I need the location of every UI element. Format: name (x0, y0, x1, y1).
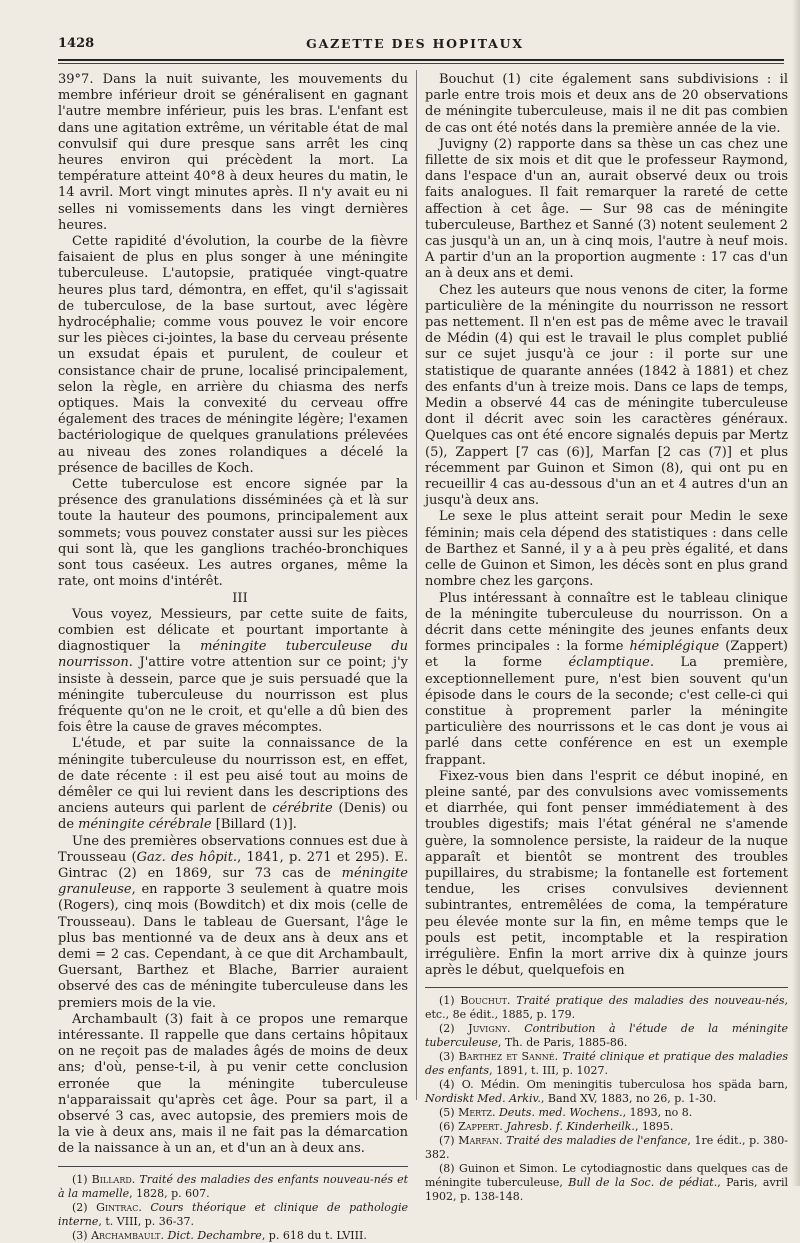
paragraph: Cette tuberculose est encore signée par la présence des granulations disséminées çà et là sur toute la hauteur des poumons, principalement aux sommets; vous pouvez constater aussi sur les pièces qui sont là, que les ganglions trachéo-bronchiques sont tous caséeux. Les autres organes, même la rate, ont moins d'intérêt. (58, 477, 408, 590)
footnote-text: , 1895. (634, 1120, 674, 1134)
paragraph: Chez les auteurs que nous venons de citer, la forme particulière de la méningite du nourrisson ne ressort pas nettement. Il n'en est pas de même avec le travail de Médin (4) qui est le travail le plus complet publié sur ce sujet jusqu'à ce jour : il porte sur une statistique de quarante années (1842 à 1881) et chez des enfants d'un à treize mois. Dans ce laps de temps, Medin a observé 44 cas de méningite tuberculeuse dont il décrit avec soin les caractères généraux. Quelques cas ont été encore signalés depuis par Mertz (5), Zappert [7 cas (6)], Marfan [2 cas (7)] et plus récemment par Guinon et Simon (8), qui ont pu en recueillir 4 cas au-dessous d'un an et 4 autres d'un an jusqu'à deux ans. (425, 282, 788, 509)
italic-run: Gaz. des hôpit. (136, 849, 238, 865)
column-divider (416, 70, 417, 1100)
paragraph (58, 834, 408, 1012)
right-column (425, 72, 788, 1204)
footnote: (7) Marfan. Traité des maladies de l'enfance, 1re édit., p. 380-382. (425, 1134, 789, 1162)
paragraph: Le sexe le plus atteint serait pour Medin le sexe féminin; mais cela dépend des statistiques : dans celle de Barthez et Sanné, il y a à peu près égalité, et dans celle de Guinon et Simon, les décès sont en plus grand nombre chez les garçons. (425, 509, 788, 590)
footnote-rule (58, 1166, 408, 1167)
paragraph: Juvigny (2) rapporte dans sa thèse un cas chez une fillette de six mois et dit que le professeur Raymond, dans l'espace d'un an, aurait observé deux ou trois faits analogues. Il fait remarquer la rareté de cette affection à cet âge. — Sur 98 cas de méningite tuberculeuse, Barthez et Sanné (3) notent seulement 2 cas jusqu'à un an, un à cinq mois, l'autre à neuf mois. A partir d'un an la proportion augmente : 17 cas d'un an à deux ans et demi. (425, 136, 788, 282)
journal-title: GAZETTE DES HOPITAUX (306, 36, 524, 51)
italic-run: méningite cérébrale (78, 817, 212, 833)
footnote-text: , 1re édit., p. 380-382. (425, 1134, 789, 1162)
footnote-author: Billard. (91, 1172, 136, 1186)
paragraph (425, 591, 788, 769)
footnote-text: , 1891, t. III, p. 1027. (489, 1064, 609, 1078)
text-run: , 1841, p. 271 et 295). E. Gintrac (2) en 1869, sur 73 cas de (58, 849, 409, 881)
page-number: 1428 (58, 36, 95, 51)
footnote: (1) Billard. Traité des maladies des enfants nouveau-nés et à la mamelle, 1828, p. 607. (58, 1172, 409, 1200)
footnote-author: Gintrac. (96, 1200, 142, 1214)
footnote-author: Bouchut. (460, 994, 511, 1008)
footnote-title: Contribution à l'étude de la méningite tuberculeuse (425, 1022, 788, 1050)
footnote: (3) Archambault. Dict. Dechambre, p. 618 du t. LVIII. (72, 1228, 367, 1242)
footnote: (6) Zappert. Jahresb. f. Kinderheilk., 1895. (439, 1120, 674, 1134)
text-run: Plus intéressant à connaître est le tableau clinique de la méningite tuberculeuse du nourrisson. On a décrit dans cette méningite des jeunes enfants deux formes principales : la forme (425, 590, 788, 655)
footnote: (2) Juvigny. Contribution à l'étude de la méningite tuberculeuse, Th. de Paris, 1885-86. (425, 1022, 788, 1050)
italic-run: hémiplégique (629, 639, 720, 655)
footnote-text: , 1828, p. 607. (129, 1186, 210, 1200)
text-run: L'étude, et par suite la connaissance de la méningite tuberculeuse du nourrisson est, en effet, de date récente : il est peu aisé tout au moins de démêler ce qui lui revient dans les descriptions des anciens auteurs qui parlent de (58, 736, 408, 817)
paragraph (58, 736, 408, 833)
paragraph: Fixez-vous bien dans l'esprit ce début inopiné, en pleine santé, par des convulsions avec vomissements et diarrhée, qui font penser immédiatement à des troubles digestifs; mais l'état général ne s'amende guère, la somnolence persiste, la raideur de la nuque apparaît et bientôt se montrent des troubles pupillaires, du strabisme; la fontanelle est fortement tendue, les crises convulsives deviennent subintrantes, entremêlées de coma, la température peu élevée monte sur la fin, en même temps que le pouls est petit, incomptable et la respiration irrégulière. Enfin la mort arrive dix à quinze jours après le début, quelquefois en (425, 768, 788, 979)
header-rule-thin (58, 63, 784, 64)
footnote-title: Cours théorique et clinique de pathologie interne (58, 1200, 408, 1228)
footnote-text: , p. 618 du t. LVIII. (261, 1228, 367, 1242)
italic-run: cérébrite (272, 801, 333, 817)
footnote-title: Traité des maladies de l'enfance (506, 1134, 688, 1148)
footnote-author: Juvigny. (468, 1022, 511, 1036)
footnote: (1) Bouchut. Traité pratique des maladies des nouveau-nés, etc., 8e édit., 1885, p. 179. (425, 994, 788, 1022)
text-run: . La première, exceptionnellement pure, n'est bien souvent qu'un épisode dans le cours de la seconde; c'est celle-ci qui constitue à proprement parler la méningite particulière des nourrissons et le cas dont je vous ai parlé dans cette conférence en est un exemple frappant. (425, 655, 788, 768)
paragraph: Archambault (3) fait à ce propos une remarque intéressante. Il rappelle que dans certains hôpitaux on ne reçoit pas de malades âgés de moins de deux ans; d'où, pense-t-il, à pu venir cette conclusion erronée que la méningite tuberculeuse n'apparaissait qu'après cet âge. Pour sa part, il a observé 3 cas, avec autopsie, des premiers mois de la vie à deux ans, mais il ne fait pas la démarcation de la naissance à un an, et d'un an à deux ans. (58, 1011, 408, 1157)
text-run: Une des premières observations connues est due à Trousseau ( (58, 833, 409, 865)
footnote-author: Mertz. (458, 1106, 496, 1120)
footnote: (5) Mertz. Deuts. med. Wochens., 1893, no 8. (439, 1106, 693, 1120)
paragraph (58, 607, 408, 737)
text-run: , en rapporte 3 seulement à quatre mois (Rogers), cinq mois (Bowditch) et dix mois (celle de Trousseau). Dans le tableau de Guersant, l'âge le plus bas mentionné va de deux ans à deux ans et demi = 2 cas. Cependant, à ce que dit Archambault, Guersant, Barthez et Blache, Barrier auraient observé des cas de méningite tuberculeuse dans les premiers mois de la vie. (58, 882, 408, 1011)
footnote-title: Nordiskt Med. Arkiv. (425, 1092, 541, 1106)
footnote-text: , etc., 8e édit., 1885, p. 179. (425, 994, 788, 1022)
footnote-title: Traité clinique et pratique des maladies des enfants (425, 1050, 789, 1078)
page-edge-shadow (792, 0, 800, 1186)
footnote-text: , 1893, no 8. (622, 1106, 693, 1120)
text-run: Vous voyez, Messieurs, par cette suite de faits, combien est délicate et pourtant importante à diagnostiquer la (58, 606, 408, 655)
paragraph: Cette rapidité d'évolution, la courbe de la fièvre faisaient de plus en plus songer à une méningite tuberculeuse. L'autopsie, pratiquée vingt-quatre heures plus tard, démontra, en effet, qu'il s'agissait de tuberculose, de la base surtout, avec légère hydrocéphalie; comme vous pouvez le voir encore sur les pièces ci-jointes, la base du cerveau présente un exsudat épais et purulent, de couleur et consistance chair de prune, localisé principalement, selon la règle, en arrière du chiasma des nerfs optiques. Mais la convexité du cerveau offre également des traces de méningite légère; l'examen bactériologique de quelques granulations prélevées au niveau des zones rolandiques a décelé la présence de bacilles de Koch. (58, 234, 408, 476)
footnote-title: Jahresb. f. Kinderheilk. (506, 1120, 635, 1134)
footnote-text: , Paris, avril 1902, p. 138-148. (425, 1176, 788, 1204)
section-heading: III (232, 590, 248, 606)
footnote: (4) O. Médin. Om meningitis tuberculosa hos späda barn, Nordiskt Med. Arkiv., Band XV, 1883, no 26, p. 1-30. (425, 1078, 788, 1106)
left-column (58, 72, 408, 1243)
running-header (58, 36, 772, 56)
footnote: (8) Guinon et Simon. Le cytodiagnostic dans quelques cas de méningite tuberculeuse, Bull de la Soc. de pédiat., Paris, avril 1902, p. 138-148. (425, 1162, 789, 1204)
footnote-author: Zappert. (458, 1120, 503, 1134)
italic-run: méningite tuberculeuse du nourrisson (58, 639, 408, 671)
footnote-text: , t. VIII, p. 36-37. (98, 1214, 195, 1228)
footnote: (3) Barthez et Sanné. Traité clinique et pratique des maladies des enfants, 1891, t. III, p. 1027. (425, 1050, 789, 1078)
text-run: . J'attire votre attention sur ce point; j'y insiste à dessein, parce que je suis persuadé que la méningite tuberculeuse du nourrisson est plus fréquente qu'on ne le croit, et qu'elle a dû bien des fois être la cause de graves mécomptes. (58, 655, 408, 736)
text-run: [Billard (1)]. (211, 817, 297, 833)
header-rule (58, 59, 784, 61)
footnote-text: , Band XV, 1883, no 26, p. 1-30. (540, 1092, 717, 1106)
text-run: (Zappert) et la forme (425, 639, 788, 671)
footnote-title: Deuts. med. Wochens. (498, 1106, 623, 1120)
footnote-author: Archambault. (91, 1228, 165, 1242)
italic-run: éclamptique (568, 655, 650, 671)
footnote-rule (425, 987, 788, 988)
footnote-title: Traité des maladies des enfants nouveau-nés et à la mamelle (58, 1172, 409, 1200)
italic-run: méningite granuleuse (58, 865, 408, 898)
footnote-text: Guinon et Simon. Le cytodiagnostic dans quelques cas de méningite tuberculeuse, (425, 1162, 789, 1190)
footnote-title: Dict. Dechambre (167, 1228, 262, 1242)
paragraph: 39°7. Dans la nuit suivante, les mouvements du membre inférieur droit se généralisent en gagnant l'autre membre inférieur, puis les bras. L'enfant est dans une agitation extrême, un véritable état de mal convulsif qui dure presque sans arrêt les cinq heures environ qui précèdent la mort. La température atteint 40°8 à deux heures du matin, le 14 avril. Mort vingt minutes après. Il n'y avait eu ni selles ni vomissements dans les vingt dernières heures. (58, 72, 408, 233)
footnote-text: , Th. de Paris, 1885-86. (497, 1036, 628, 1050)
text-run: (Denis) ou de (58, 801, 408, 833)
paragraph: Bouchut (1) cite également sans subdivisions : il parle entre trois mois et deux ans de 20 observations de méningite tuberculeuse, mais il ne dit pas combien de cas ont été notés dans la première année de la vie. (425, 72, 788, 136)
footnote-author: Marfan. (458, 1134, 503, 1148)
footnote-author: Barthez et Sanné. (458, 1050, 559, 1064)
footnote-title: Bull de la Soc. de pédiat. (568, 1176, 718, 1190)
footnote-text: O. Médin. Om meningitis tuberculosa hos späda barn, (461, 1078, 788, 1092)
footnote-title: Traité pratique des maladies des nouveau-nés (516, 994, 785, 1008)
footnote: (2) Gintrac. Cours théorique et clinique de pathologie interne, t. VIII, p. 36-37. (58, 1200, 408, 1228)
